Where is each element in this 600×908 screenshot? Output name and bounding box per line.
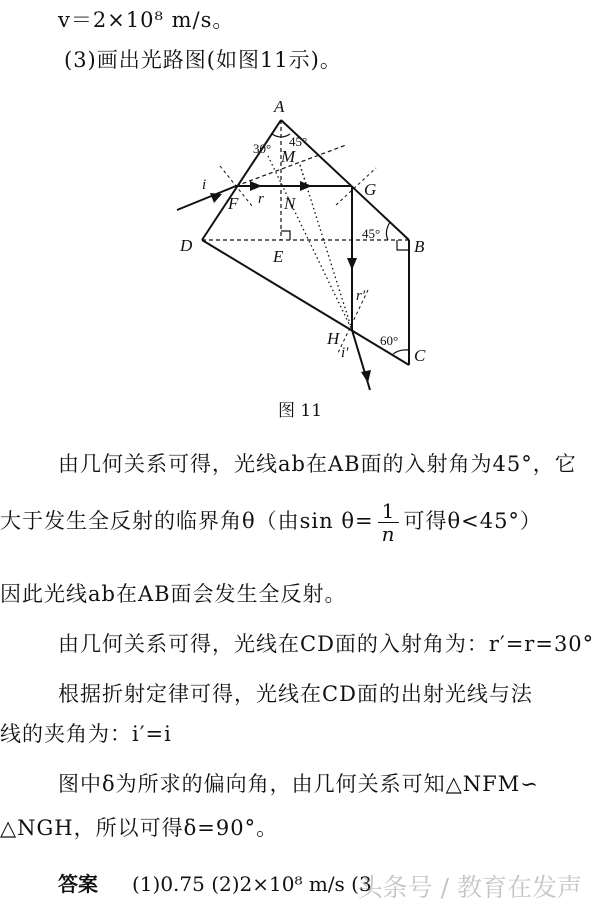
paragraph-3-line-1: 根据折射定律可得，光线在CD面的出射光线与法 [58, 682, 533, 706]
angle-45-b-label: 45° [362, 226, 381, 241]
fraction-1-over-n [378, 500, 400, 545]
label-E: E [273, 247, 284, 266]
label-D: D [180, 236, 193, 255]
paragraph-4-line-2: △NGH，所以可得δ=90°。 [0, 816, 279, 840]
prism-outline [202, 120, 409, 365]
angle-60-label: 60° [380, 333, 399, 348]
paragraph-1-line-2 [0, 500, 542, 545]
light-path-diagram [150, 92, 440, 392]
paragraph-3-line-2: 线的夹角为：i′=i [0, 722, 172, 746]
figure-caption: 图 11 [277, 401, 323, 421]
paragraph-2: 由几何关系可得，光线在CD面的入射角为：r′=r=30° [58, 632, 595, 656]
paragraph-1-line-2-b: 可得θ<45°） [403, 509, 542, 533]
label-G: G [364, 180, 377, 199]
answer-label: 答案 [58, 872, 98, 896]
watermark: 头条号 / 教育在发声 [357, 873, 582, 902]
angle-45-top-label: 45° [289, 134, 308, 149]
velocity-line: v＝2×10⁸ m/s。 [58, 8, 235, 32]
paragraph-1-line-3: 因此光线ab在AB面会发生全反射。 [0, 582, 347, 606]
label-r: r [258, 191, 264, 207]
answer-items: (1)0.75 (2)2×10⁸ m/s (3 [132, 872, 372, 896]
label-N: N [284, 194, 296, 213]
label-r-prime: r′ [356, 288, 366, 304]
answer-line [58, 868, 372, 897]
angle-arcs [272, 134, 409, 355]
label-M: M [281, 147, 296, 166]
label-C: C [414, 346, 426, 365]
label-A: A [274, 97, 285, 116]
deviation-lines [268, 156, 352, 330]
paragraph-1-line-2-a: 大于发生全反射的临界角θ（由sin θ= [0, 509, 374, 533]
fraction-numerator: 1 [378, 500, 400, 523]
step-3-text: (3)画出光路图(如图11示)。 [64, 48, 342, 72]
angle-30-label: 30° [253, 141, 272, 156]
paragraph-4-line-1: 图中δ为所求的偏向角，由几何关系可知△NFM∽ [58, 772, 539, 796]
label-B: B [414, 237, 425, 256]
label-i: i [202, 177, 207, 193]
label-F: F [228, 194, 239, 213]
fraction-denominator: n [381, 522, 396, 546]
paragraph-1-line-1: 由几何关系可得，光线ab在AB面的入射角为45°，它 [58, 452, 577, 476]
label-i-prime: i′ [341, 345, 349, 361]
label-H: H [327, 329, 340, 348]
